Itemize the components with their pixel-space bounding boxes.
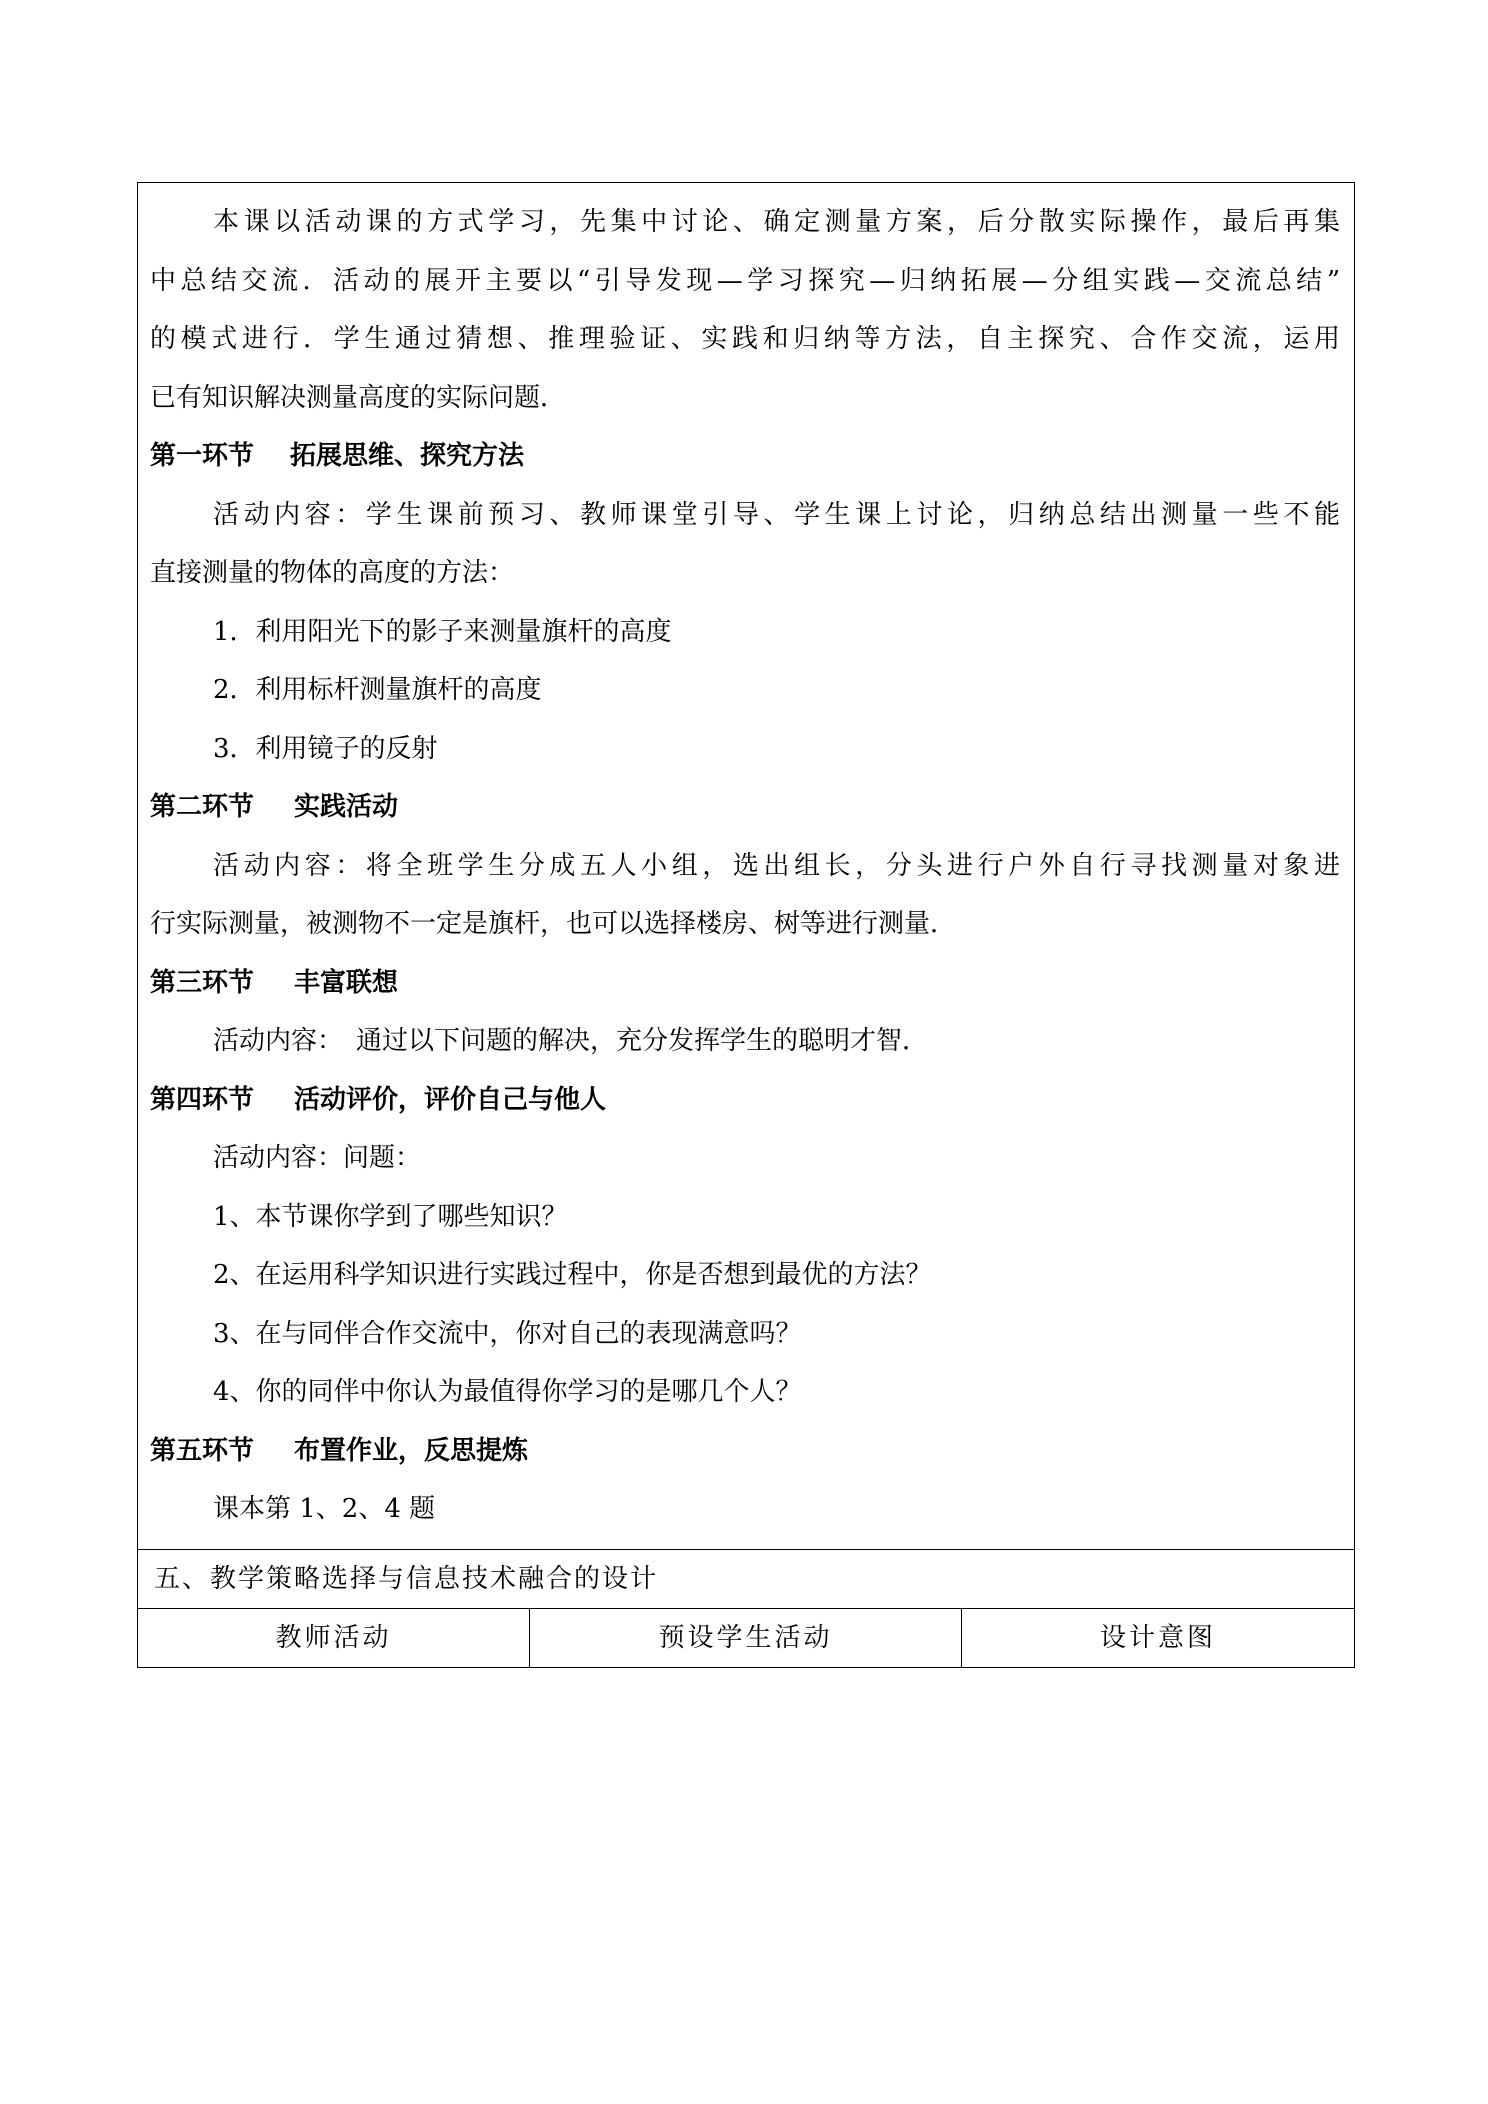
section-paragraph-line: 活动内容：将全班学生分成五人小组，选出组长，分头进行户外自行寻找测量对象进 bbox=[213, 850, 1340, 881]
intro-line: 中总结交流．活动的展开主要以“引导发现—学习探究—归纳拓展—分组实践—交流总结” bbox=[150, 265, 1340, 296]
list-item: 3．利用镜子的反射 bbox=[213, 733, 438, 764]
list-item: 4、你的同伴中你认为最值得你学习的是哪几个人？ bbox=[213, 1377, 802, 1407]
section-label: 第二环节 bbox=[150, 792, 255, 822]
section-heading bbox=[150, 778, 1340, 837]
section-title: 拓展思维、探究方法 bbox=[290, 441, 525, 471]
list-item: 2、在运用科学知识进行实践过程中，你是否想到最优的方法？ bbox=[213, 1260, 932, 1290]
section-heading bbox=[150, 1071, 1340, 1130]
section-paragraph-line: 活动内容：问题： bbox=[213, 1143, 422, 1173]
section-paragraph-line: 活动内容： 通过以下问题的解决，充分发挥学生的聪明才智． bbox=[213, 1026, 929, 1056]
header-teacher-activity: 教师活动 bbox=[138, 1608, 530, 1667]
section-heading bbox=[150, 427, 1340, 486]
header-design-intent: 设计意图 bbox=[962, 1608, 1355, 1667]
section-title: 丰富联想 bbox=[294, 967, 399, 998]
intro-line: 本课以活动课的方式学习，先集中讨论、确定测量方案，后分散实际操作，最后再集 bbox=[213, 207, 1340, 237]
header-student-activity: 预设学生活动 bbox=[530, 1608, 962, 1667]
list-item: 1．利用阳光下的影子来测量旗杆的高度 bbox=[213, 616, 672, 647]
list-item: 1、本节课你学到了哪些知识？ bbox=[213, 1201, 568, 1232]
section-paragraph-line: 行实际测量，被测物不一定是旗杆，也可以选择楼房、树等进行测量． bbox=[150, 909, 957, 939]
intro-line: 已有知识解决测量高度的实际问题． bbox=[150, 382, 567, 413]
content-row bbox=[138, 183, 1355, 1550]
list-item: 2．利用标杆测量旗杆的高度 bbox=[213, 675, 542, 705]
section-label: 第五环节 bbox=[150, 1435, 255, 1466]
section-title: 布置作业，反思提炼 bbox=[294, 1435, 529, 1466]
table-section-title: 五、教学策略选择与信息技术融合的设计 bbox=[138, 1549, 1355, 1608]
section-label: 第一环节 bbox=[150, 441, 255, 471]
section-title-row bbox=[138, 1549, 1355, 1608]
section-heading bbox=[150, 954, 1340, 1013]
section-title: 活动评价，评价自己与他人 bbox=[294, 1084, 607, 1115]
section-label: 第四环节 bbox=[150, 1084, 255, 1115]
lesson-plan-table bbox=[137, 182, 1355, 1668]
section-label: 第三环节 bbox=[150, 967, 255, 998]
list-item: 3、在与同伴合作交流中，你对自己的表现满意吗？ bbox=[213, 1318, 802, 1349]
section-paragraph-line: 直接测量的物体的高度的方法： bbox=[150, 558, 515, 588]
section-paragraph-line: 课本第 1、2、4 题 bbox=[213, 1494, 436, 1524]
intro-line: 的模式进行．学生通过猜想、推理验证、实践和归纳等方法，自主探究、合作交流，运用 bbox=[150, 324, 1340, 354]
section-paragraph-line: 活动内容：学生课前预习、教师课堂引导、学生课上讨论，归纳总结出测量一些不能 bbox=[213, 499, 1340, 530]
section-heading bbox=[150, 1422, 1340, 1481]
section-title: 实践活动 bbox=[294, 792, 399, 822]
activity-description-cell bbox=[138, 183, 1355, 1550]
table-header-row bbox=[138, 1608, 1355, 1667]
